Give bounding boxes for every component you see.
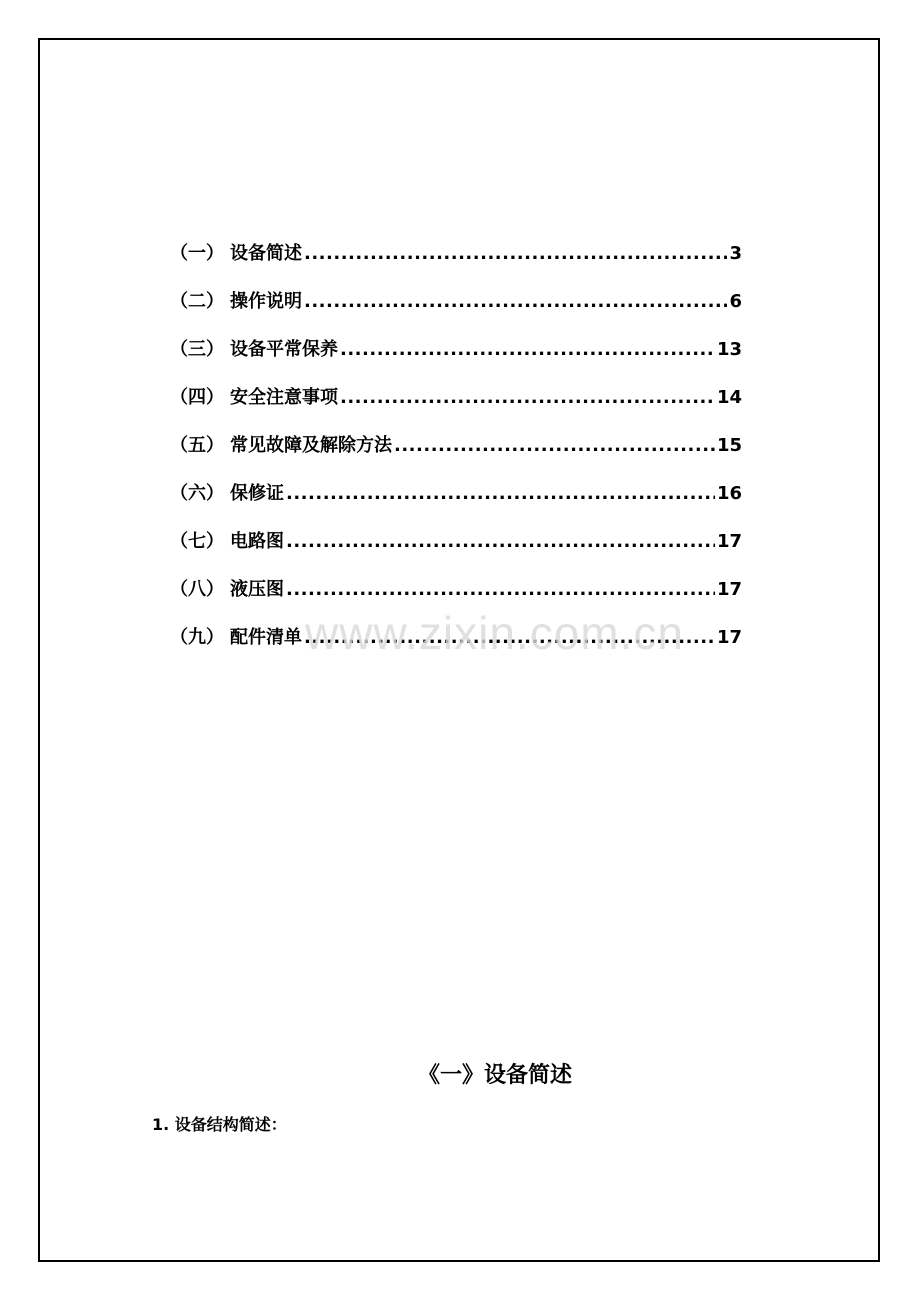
toc-leader-dots — [340, 332, 715, 368]
toc-leader-dots — [340, 380, 715, 416]
watermark: www.zixin.com.cn — [305, 607, 684, 659]
toc-number: （五） — [170, 435, 224, 456]
toc-entry[interactable] — [170, 284, 742, 332]
toc-page-number: 16 — [716, 483, 742, 504]
toc-leader-dots — [286, 572, 715, 608]
toc-number: （四） — [170, 387, 224, 408]
toc-title: 常见故障及解除方法 — [230, 435, 392, 456]
toc-entry[interactable] — [170, 524, 742, 572]
toc-number: （七） — [170, 531, 224, 552]
toc-title: 液压图 — [230, 579, 284, 600]
toc-number: （八） — [170, 579, 224, 600]
toc-title: 保修证 — [230, 483, 284, 504]
toc-page-number: 14 — [716, 387, 742, 408]
toc-number: （三） — [170, 339, 224, 360]
chapter-heading: 《一》设备简述 — [417, 1063, 572, 1088]
section-subheading: 1. 设备结构简述： — [152, 1115, 287, 1134]
toc-title: 电路图 — [230, 531, 284, 552]
toc-page-number: 17 — [716, 627, 742, 648]
toc-page-number: 6 — [729, 291, 742, 312]
toc-entry[interactable] — [170, 332, 742, 380]
toc-entry[interactable] — [170, 476, 742, 524]
toc-entry[interactable] — [170, 428, 742, 476]
toc-leader-dots — [286, 476, 715, 512]
toc-entry[interactable] — [170, 380, 742, 428]
toc-entry[interactable] — [170, 236, 742, 284]
toc-page-number: 15 — [716, 435, 742, 456]
toc-title: 操作说明 — [230, 291, 302, 312]
toc-leader-dots — [394, 428, 715, 464]
toc-number: （九） — [170, 627, 224, 648]
toc-page-number: 13 — [716, 339, 742, 360]
toc-page-number: 17 — [716, 531, 742, 552]
table-of-contents — [170, 236, 742, 668]
toc-title: 配件清单 — [230, 627, 302, 648]
toc-page-number: 3 — [729, 243, 742, 264]
toc-leader-dots — [304, 236, 727, 272]
toc-number: （六） — [170, 483, 224, 504]
toc-number: （二） — [170, 291, 224, 312]
toc-title: 安全注意事项 — [230, 387, 338, 408]
toc-leader-dots — [304, 284, 727, 320]
toc-leader-dots — [286, 524, 715, 560]
toc-title: 设备简述 — [230, 243, 302, 264]
toc-number: （一） — [170, 243, 224, 264]
toc-title: 设备平常保养 — [230, 339, 338, 360]
toc-page-number: 17 — [716, 579, 742, 600]
